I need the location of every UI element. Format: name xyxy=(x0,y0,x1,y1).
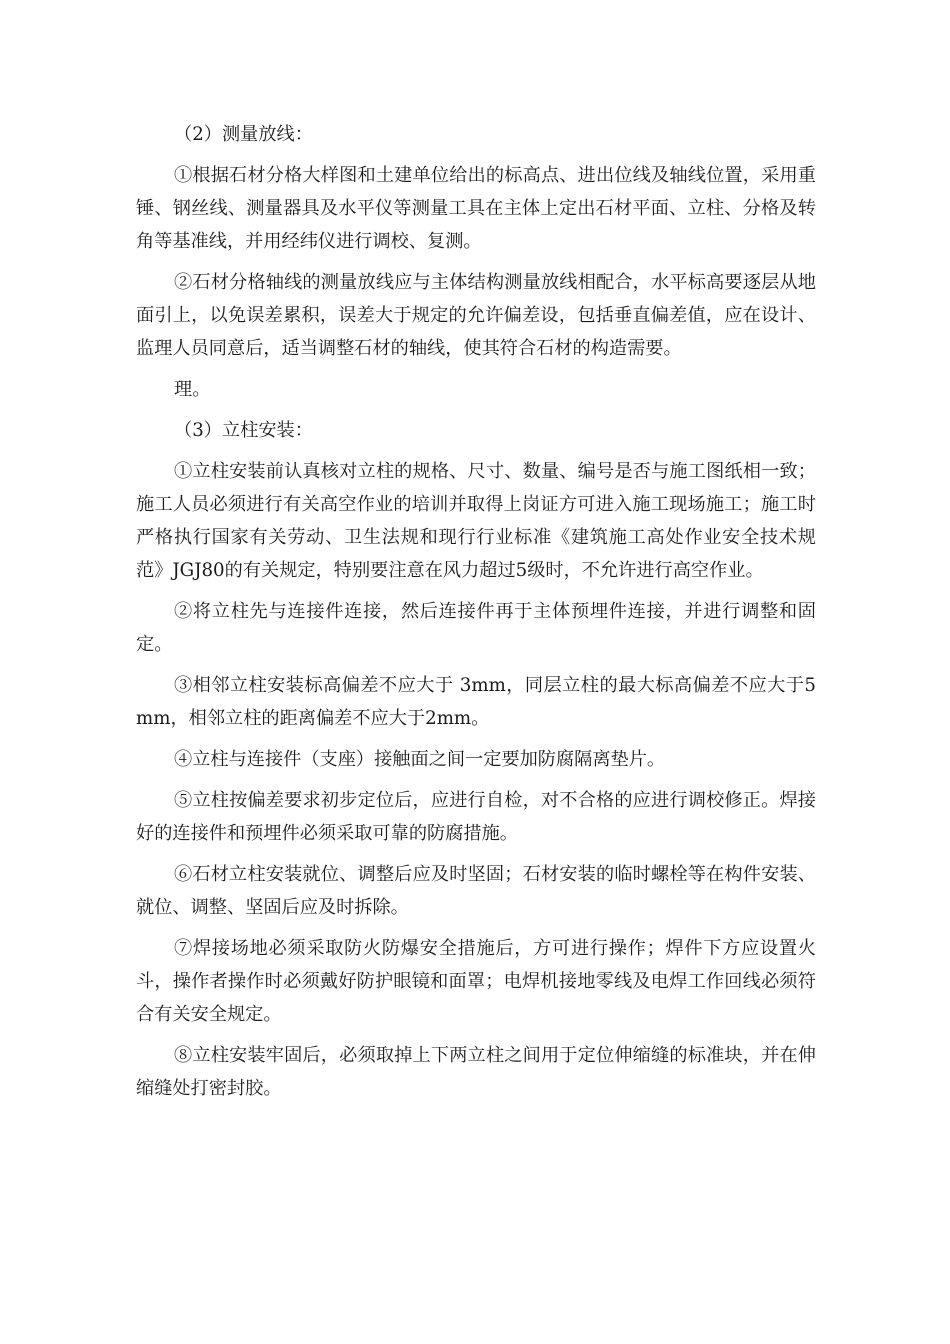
paragraph-column-3: ③相邻立柱安装标高偏差不应大于 3mm，同层立柱的最大标高偏差不应大于5mm，相邻立柱的距离偏差不应大于2mm。 xyxy=(136,675,816,729)
paragraph-column-5: ⑤立柱按偏差要求初步定位后，应进行自检，对不合格的应进行调校修正。焊接好的连接件和预埋件必须采取可靠的防腐措施。 xyxy=(136,790,816,844)
section-heading-column-install: （3）立柱安装： xyxy=(174,420,313,441)
paragraph-fragment: 理。 xyxy=(174,379,211,400)
paragraph-column-7: ⑦焊接场地必须采取防火防爆安全措施后，方可进行操作；焊件下方应设置火斗，操作者操作时必须戴好防护眼镜和面罩；电焊机接地零线及电焊工作回线必须符合有关安全规定。 xyxy=(136,938,816,1025)
section-heading-survey: （2）测量放线： xyxy=(174,124,313,145)
paragraph-column-1: ①立柱安装前认真核对立柱的规格、尺寸、数量、编号是否与施工图纸相一致；施工人员必须进行有关高空作业的培训并取得上岗证方可进入施工现场施工；施工时严格执行国家有关劳动、卫生法规和现行行业标准《建筑施工高处作业安全技术规范》JGJ80的有关规定，特别要注意在风力超过5级时，不允许进行高空作业。 xyxy=(136,461,816,581)
paragraph-column-8: ⑧立柱安装牢固后，必须取掉上下两立柱之间用于定位伸缩缝的标准块，并在伸缩缝处打密封胶。 xyxy=(136,1045,816,1099)
document-body xyxy=(136,118,816,1113)
paragraph-column-4: ④立柱与连接件（支座）接触面之间一定要加防腐隔离垫片。 xyxy=(174,749,666,770)
paragraph-column-2: ②将立柱先与连接件连接，然后连接件再于主体预埋件连接，并进行调整和固定。 xyxy=(136,601,816,655)
paragraph-survey-1: ①根据石材分格大样图和土建单位给出的标高点、进出位线及轴线位置，采用重锤、钢丝线、测量器具及水平仪等测量工具在主体上定出石材平面、立柱、分格及转角等基准线，并用经纬仪进行调校、复测。 xyxy=(136,165,816,252)
paragraph-survey-2: ②石材分格轴线的测量放线应与主体结构测量放线相配合，水平标高要逐层从地面引上，以免误差累积，误差大于规定的允许偏差设，包括垂直偏差值，应在设计、监理人员同意后，适当调整石材的轴线，使其符合石材的构造需要。 xyxy=(136,272,816,359)
paragraph-column-6: ⑥石材立柱安装就位、调整后应及时坚固；石材安装的临时螺栓等在构件安装、就位、调整、坚固后应及时拆除。 xyxy=(136,864,816,918)
